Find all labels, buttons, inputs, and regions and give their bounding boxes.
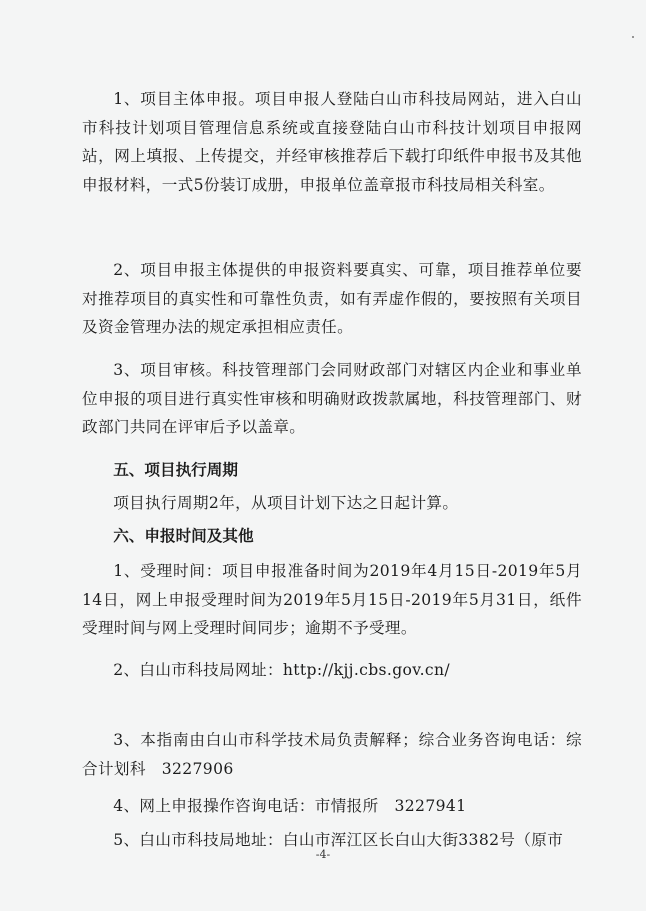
paragraph-data-authenticity: 2、项目申报主体提供的申报资料要真实、可靠，项目推荐单位要对推荐项目的真实性和可靠性负责，如有弄虚作假的，要按照有关项目及资金管理办法的规定承担相应责任。: [82, 261, 582, 337]
paragraph-project-application: 1、项目主体申报。项目申报人登陆白山市科技局网站，进入白山市科技计划项目管理信息系统或直接登陆白山市科技计划项目申报网站，网上填报、上传提交，并经审核推荐后下载打印纸件申报书及其他申报材料，一式5份装订成册，申报单位盖章报市科技局相关科室。: [82, 90, 582, 194]
paragraph-website: 2、白山市科技局网址：http://kjj.cbs.gov.cn/: [113, 661, 450, 679]
scan-speck: [632, 36, 634, 38]
paragraph-project-review: 3、项目审核。科技管理部门会同财政部门对辖区内企业和事业单位申报的项目进行真实性审核和明确财政拨款属地，科技管理部门、财政部门共同在评审后予以盖章。: [82, 361, 582, 437]
paragraph-operation-phone: 4、网上申报操作咨询电话：市情报所 3227941: [113, 797, 467, 815]
page-number: -4-: [315, 848, 331, 861]
section-heading-application-time: 六、申报时间及其他: [113, 527, 254, 545]
paragraph-consultation-phone: 3、本指南由白山市科学技术局负责解释；综合业务咨询电话：综合计划科 3227906: [82, 731, 582, 778]
paragraph-address: 5、白山市科技局地址：白山市浑江区长白山大街3382号（原市: [113, 831, 564, 849]
paragraph-acceptance-time: 1、受理时间：项目申报准备时间为2019年4月15日-2019年5月14日，网上申报受理时间为2019年5月15日-2019年5月31日，纸件受理时间与网上受理时间同步；逾期不予受理。: [82, 562, 582, 638]
paragraph-execution-period: 项目执行周期2年，从项目计划下达之日起计算。: [113, 494, 459, 512]
section-heading-execution-period: 五、项目执行周期: [113, 461, 238, 479]
